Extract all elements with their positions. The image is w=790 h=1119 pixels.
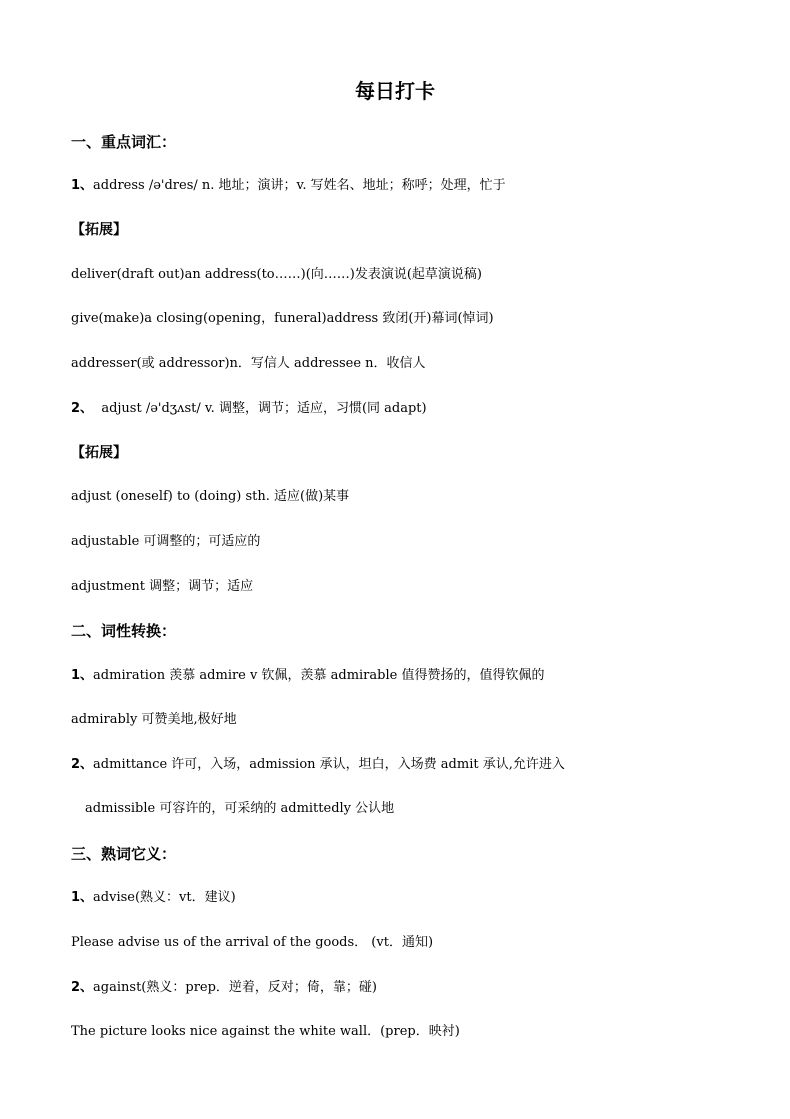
item-text: admiration 羡慕 admire v 钦佩，羡慕 admirable 值得赞扬的，值得钦佩的 [93, 668, 545, 683]
expand-label: 【拓展】 [71, 222, 127, 238]
vocab-item-address [71, 178, 506, 194]
expand-line: adjustable 可调整的；可适应的 [71, 534, 261, 549]
section-heading-key-vocab: 一、重点词汇： [71, 133, 177, 151]
meaning-item-advise [71, 890, 236, 906]
expand-line: give(make)a closing(opening，funeral)address 致闭(开)幕词(悼词) [71, 311, 494, 326]
section-heading-other-meanings: 三、熟词它义： [71, 845, 177, 863]
item-number: 2、 [71, 757, 94, 772]
item-text: against(熟义：prep．逆着，反对；倚，靠；碰) [93, 980, 377, 995]
word-form-item-admittance [71, 757, 565, 773]
item-number: 1、 [71, 178, 94, 193]
example-sentence: Please advise us of the arrival of the goods． (vt．通知) [71, 935, 434, 950]
expand-line: deliver(draft out)an address(to……)(向……)发表演说(起草演说稿) [71, 267, 482, 282]
section-heading-word-forms: 二、词性转换： [71, 622, 177, 640]
meaning-item-against [71, 980, 377, 996]
expand-line: adjust (oneself) to (doing) sth. 适应(做)某事 [71, 489, 350, 504]
word-form-item-admiration [71, 668, 544, 684]
item-text: adjust /ə'dʒʌst/ v. 调整，调节；适应，习惯(同 adapt) [101, 401, 427, 416]
item-continuation: admissible 可容许的，可采纳的 admittedly 公认地 [85, 801, 395, 816]
item-text: address /ə'dres/ n. 地址；演讲；v. 写姓名、地址；称呼；处理，忙于 [93, 178, 506, 193]
item-continuation: admirably 可赞美地,极好地 [71, 712, 237, 727]
expand-line: adjustment 调整；调节；适应 [71, 579, 254, 594]
vocab-item-adjust [71, 401, 427, 417]
item-number: 2、 [71, 980, 94, 995]
item-number: 2、 [71, 401, 94, 416]
expand-line: addresser(或 addressor)n．写信人 addressee n．收信人 [71, 356, 426, 371]
item-number: 1、 [71, 890, 94, 905]
item-text: advise(熟义：vt．建议) [93, 890, 236, 905]
expand-label: 【拓展】 [71, 445, 127, 461]
example-sentence: The picture looks nice against the white wall．(prep．映衬) [71, 1024, 460, 1039]
page-title: 每日打卡 [355, 79, 435, 103]
item-text: admittance 许可，入场，admission 承认，坦白，入场费 admit 承认,允许进入 [93, 757, 565, 772]
item-number: 1、 [71, 668, 94, 683]
